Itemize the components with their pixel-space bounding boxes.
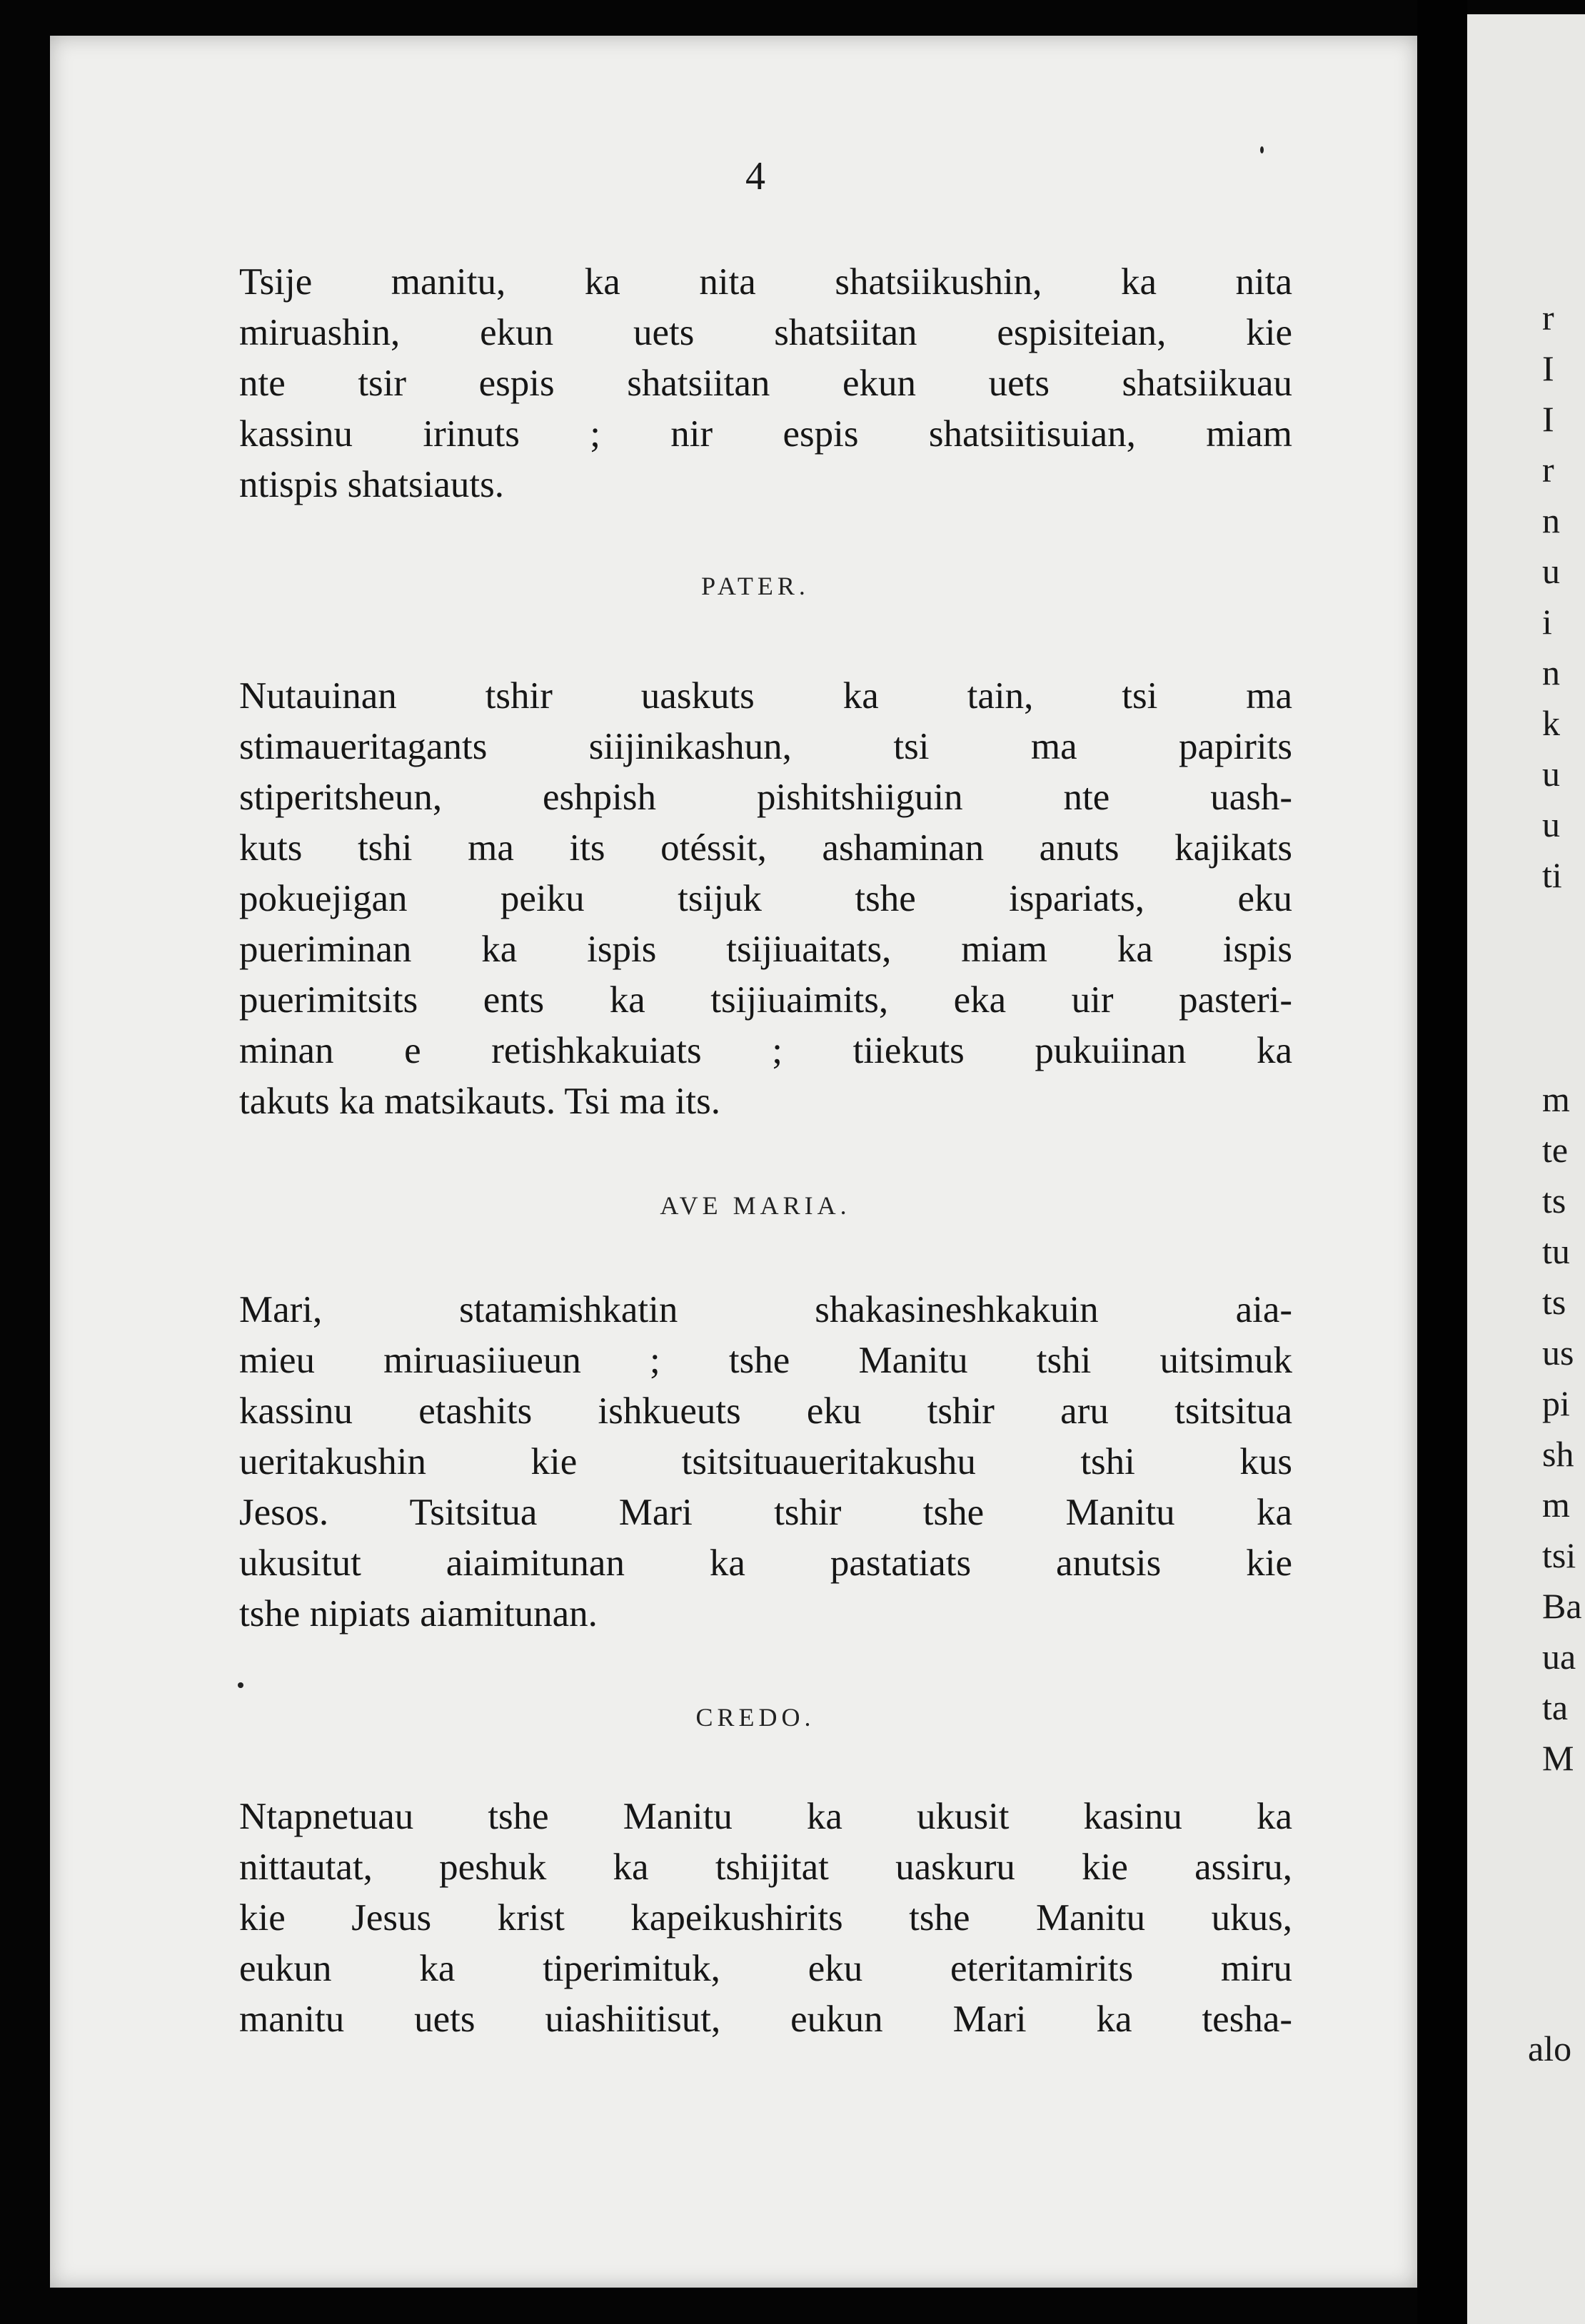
fragment: tu <box>1542 1231 1570 1271</box>
section-heading-pater: PATER. <box>701 572 810 600</box>
fragment: I <box>1542 399 1554 439</box>
page-number: 4 <box>745 154 765 198</box>
fragment: us <box>1542 1333 1574 1373</box>
pater-line: stimaueritagants siijinikashun, tsi ma papirits <box>239 726 1292 767</box>
pater-line: stiperitsheun, eshpish pishitshiiguin nte uash- <box>239 777 1292 818</box>
fragment: ts <box>1542 1181 1566 1221</box>
pater-line: minan e retishkakuiats ; tiiekuts pukuiinan ka <box>239 1030 1292 1071</box>
fragment: u <box>1542 804 1560 844</box>
pater-line: pokuejigan peiku tsijuk tshe ispariats, eku <box>239 878 1292 919</box>
credo-paragraph <box>239 1792 1292 2045</box>
fragment: tsi <box>1542 1535 1576 1575</box>
fragment: Ba <box>1542 1586 1582 1626</box>
fragment: ti <box>1542 855 1562 895</box>
ink-speck <box>238 1682 243 1688</box>
ave-maria-line: ueritakushin kie tsitsituaueritakushu tshi kus <box>239 1441 1292 1482</box>
fragment: m <box>1542 1079 1570 1119</box>
fragment: r <box>1542 298 1554 338</box>
fragment: I <box>1542 348 1554 388</box>
fragment: u <box>1542 754 1560 794</box>
adjacent-page-text-upper <box>1542 293 1585 901</box>
ave-maria-line: Mari, statamishkatin shakasineshkakuin aia- <box>239 1289 1292 1330</box>
fragment: te <box>1542 1130 1569 1170</box>
fragment: i <box>1542 602 1552 642</box>
fragment: m <box>1542 1485 1570 1525</box>
ink-speck <box>1260 146 1264 153</box>
adjacent-page-text-lower <box>1542 1074 1585 1784</box>
credo-line: nittautat, peshuk ka tshijitat uaskuru kie assiru, <box>239 1846 1292 1888</box>
pater-line: pueriminan ka ispis tsijiuaitats, miam ka ispis <box>239 929 1292 970</box>
fragment: ua <box>1542 1637 1576 1677</box>
intro-line: nte tsir espis shatsiitan ekun uets shatsiikuau <box>239 363 1292 404</box>
pater-line: puerimitsits ents ka tsijiuaimits, eka uir pasteri- <box>239 979 1292 1021</box>
intro-line: miruashin, ekun uets shatsiitan espisiteian, kie <box>239 312 1292 353</box>
ave-maria-line: tshe nipiats aiamitunan. <box>239 1593 598 1635</box>
book-gutter <box>1417 0 1467 2324</box>
ave-maria-line: ukusitut aiaimitunan ka pastatiats anutsis kie <box>239 1542 1292 1584</box>
fragment: ta <box>1542 1687 1569 1727</box>
intro-line: kassinu irinuts ; nir espis shatsiitisuian, miam <box>239 413 1292 455</box>
intro-line: ntispis shatsiauts. <box>239 464 505 505</box>
ave-maria-line: kassinu etashits ishkueuts eku tshir aru tsitsitua <box>239 1390 1292 1432</box>
credo-line: eukun ka tiperimituk, eku eteritamirits miru <box>239 1948 1292 1989</box>
fragment: pi <box>1542 1383 1570 1423</box>
intro-line: Tsije manitu, ka nita shatsiikushin, ka nita <box>239 261 1292 303</box>
fragment: ts <box>1542 1282 1566 1322</box>
pater-line: Nutauinan tshir uaskuts ka tain, tsi ma <box>239 675 1292 717</box>
pater-line: takuts ka matsikauts. Tsi ma its. <box>239 1081 720 1122</box>
credo-line: Ntapnetuau tshe Manitu ka ukusit kasinu ka <box>239 1796 1292 1837</box>
section-heading-credo: CREDO. <box>695 1703 815 1732</box>
fragment: r <box>1542 450 1554 490</box>
section-heading-ave-maria: AVE MARIA. <box>660 1191 851 1220</box>
credo-line: kie Jesus krist kapeikushirits tshe Manitu ukus, <box>239 1897 1292 1939</box>
ave-maria-line: mieu miruasiiueun ; tshe Manitu tshi uitsimuk <box>239 1340 1292 1381</box>
pater-paragraph <box>239 671 1292 1127</box>
ave-maria-paragraph <box>239 1285 1292 1640</box>
intro-paragraph <box>239 257 1292 510</box>
credo-line: manitu uets uiashiitisut, eukun Mari ka tesha- <box>239 1999 1292 2040</box>
fragment: n <box>1542 500 1560 540</box>
fragment: sh <box>1542 1434 1574 1474</box>
fragment: u <box>1542 551 1560 591</box>
pater-line: kuts tshi ma its otéssit, ashaminan anuts kajikats <box>239 827 1292 869</box>
fragment: M <box>1542 1738 1574 1778</box>
ave-maria-line: Jesos. Tsitsitua Mari tshir tshe Manitu ka <box>239 1492 1292 1533</box>
adjacent-page-text-bottom: alo <box>1528 2029 1572 2068</box>
fragment: n <box>1542 652 1560 692</box>
fragment: k <box>1542 703 1560 743</box>
